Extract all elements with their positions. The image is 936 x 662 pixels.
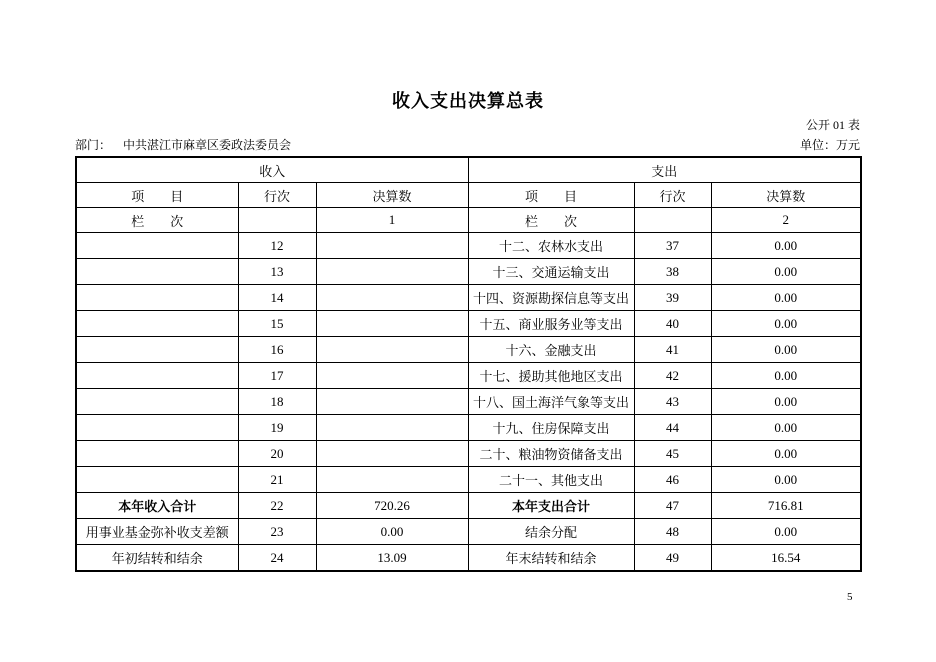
expense-line-cell: 41 (634, 337, 711, 363)
expense-item-cell: 结余分配 (468, 519, 634, 545)
expense-line-cell: 47 (634, 493, 711, 519)
expense-line-cell: 44 (634, 415, 711, 441)
expense-line-cell: 49 (634, 545, 711, 572)
expense-amount-cell: 0.00 (711, 363, 861, 389)
income-item-cell: 年初结转和结余 (76, 545, 238, 572)
income-amount-cell: 13.09 (316, 545, 468, 572)
income-item-cell (76, 259, 238, 285)
section-header-row (76, 157, 861, 183)
expense-item-cell: 二十、粮油物资储备支出 (468, 441, 634, 467)
meta-row (75, 136, 860, 153)
page-title: 收入支出决算总表 (392, 91, 544, 111)
income-amount-cell (316, 259, 468, 285)
expense-line-cell: 42 (634, 363, 711, 389)
income-line-cell: 14 (238, 285, 316, 311)
table-row (76, 337, 861, 363)
income-amount-cell (316, 467, 468, 493)
table-row (76, 285, 861, 311)
expense-amount-cell: 0.00 (711, 519, 861, 545)
income-line-column-header: 行次 (238, 183, 316, 208)
income-item-cell (76, 285, 238, 311)
table-row (76, 441, 861, 467)
expense-amount-column-header: 决算数 (711, 183, 861, 208)
unit-label: 单位：万元 (799, 138, 860, 152)
income-lanci-label: 栏 次 (76, 208, 238, 233)
column-index-row (76, 208, 861, 233)
table-row (76, 467, 861, 493)
expense-line-cell: 38 (634, 259, 711, 285)
expense-line-cell: 48 (634, 519, 711, 545)
income-section-header: 收入 (76, 157, 468, 183)
table-row (76, 389, 861, 415)
expense-item-cell: 十三、交通运输支出 (468, 259, 634, 285)
income-line-cell: 18 (238, 389, 316, 415)
expense-section-header: 支出 (468, 157, 861, 183)
income-item-cell (76, 389, 238, 415)
income-amount-cell (316, 285, 468, 311)
expense-item-cell: 本年支出合计 (468, 493, 634, 519)
expense-lanci-line-cell (634, 208, 711, 233)
expense-item-cell: 二十一、其他支出 (468, 467, 634, 493)
income-amount-cell (316, 389, 468, 415)
expense-amount-cell: 0.00 (711, 311, 861, 337)
expense-item-cell: 十二、农林水支出 (468, 233, 634, 259)
income-amount-cell (316, 311, 468, 337)
income-line-cell: 23 (238, 519, 316, 545)
table-row (76, 415, 861, 441)
expense-amount-cell: 0.00 (711, 233, 861, 259)
income-line-cell: 17 (238, 363, 316, 389)
department-name: 中共湛江市麻章区委政法委员会 (123, 138, 292, 152)
expense-line-cell: 43 (634, 389, 711, 415)
income-line-cell: 22 (238, 493, 316, 519)
table-row (76, 519, 861, 545)
income-item-cell (76, 467, 238, 493)
income-line-cell: 15 (238, 311, 316, 337)
income-item-cell (76, 441, 238, 467)
expense-item-cell: 十四、资源勘探信息等支出 (468, 285, 634, 311)
income-line-cell: 19 (238, 415, 316, 441)
expense-item-cell: 年末结转和结余 (468, 545, 634, 572)
table-row (76, 493, 861, 519)
income-amount-cell: 720.26 (316, 493, 468, 519)
page-number: 5 (847, 591, 853, 603)
table-row (76, 233, 861, 259)
expense-line-column-header: 行次 (634, 183, 711, 208)
table-body (76, 233, 861, 572)
income-item-cell: 用事业基金弥补收支差额 (76, 519, 238, 545)
expense-line-cell: 37 (634, 233, 711, 259)
income-amount-cell (316, 363, 468, 389)
column-header-row (76, 183, 861, 208)
expense-line-cell: 46 (634, 467, 711, 493)
expense-item-column-header: 项 目 (468, 183, 634, 208)
income-item-cell (76, 415, 238, 441)
expense-item-cell: 十九、住房保障支出 (468, 415, 634, 441)
expense-item-cell: 十六、金融支出 (468, 337, 634, 363)
income-item-cell (76, 337, 238, 363)
income-lanci-line-cell (238, 208, 316, 233)
expense-amount-cell: 16.54 (711, 545, 861, 572)
income-amount-cell: 0.00 (316, 519, 468, 545)
expense-line-cell: 40 (634, 311, 711, 337)
expense-amount-cell: 0.00 (711, 337, 861, 363)
expense-amount-cell: 0.00 (711, 389, 861, 415)
table-row (76, 311, 861, 337)
income-item-cell: 本年收入合计 (76, 493, 238, 519)
income-line-cell: 13 (238, 259, 316, 285)
table-row (76, 259, 861, 285)
expense-item-cell: 十八、国土海洋气象等支出 (468, 389, 634, 415)
expense-amount-cell: 0.00 (711, 285, 861, 311)
expense-amount-cell: 0.00 (711, 259, 861, 285)
income-item-column-header: 项 目 (76, 183, 238, 208)
expense-amount-cell: 0.00 (711, 467, 861, 493)
table-row (76, 363, 861, 389)
expense-line-cell: 45 (634, 441, 711, 467)
expense-amount-cell: 716.81 (711, 493, 861, 519)
expense-column-index: 2 (711, 208, 861, 233)
income-amount-cell (316, 233, 468, 259)
expense-line-cell: 39 (634, 285, 711, 311)
income-amount-cell (316, 415, 468, 441)
expense-item-cell: 十五、商业服务业等支出 (468, 311, 634, 337)
income-amount-cell (316, 441, 468, 467)
income-amount-cell (316, 337, 468, 363)
expense-amount-cell: 0.00 (711, 415, 861, 441)
income-line-cell: 20 (238, 441, 316, 467)
income-expense-summary-table (75, 156, 862, 572)
income-item-cell (76, 233, 238, 259)
doc-number-label: 公开 01 表 (805, 118, 860, 132)
expense-amount-cell: 0.00 (711, 441, 861, 467)
department-line (75, 136, 291, 153)
income-item-cell (76, 311, 238, 337)
expense-lanci-label: 栏 次 (468, 208, 634, 233)
income-amount-column-header: 决算数 (316, 183, 468, 208)
income-line-cell: 12 (238, 233, 316, 259)
income-item-cell (76, 363, 238, 389)
department-label: 部门： (75, 138, 112, 152)
income-line-cell: 24 (238, 545, 316, 572)
income-column-index: 1 (316, 208, 468, 233)
expense-item-cell: 十七、援助其他地区支出 (468, 363, 634, 389)
income-line-cell: 21 (238, 467, 316, 493)
table-row (76, 545, 861, 572)
income-line-cell: 16 (238, 337, 316, 363)
